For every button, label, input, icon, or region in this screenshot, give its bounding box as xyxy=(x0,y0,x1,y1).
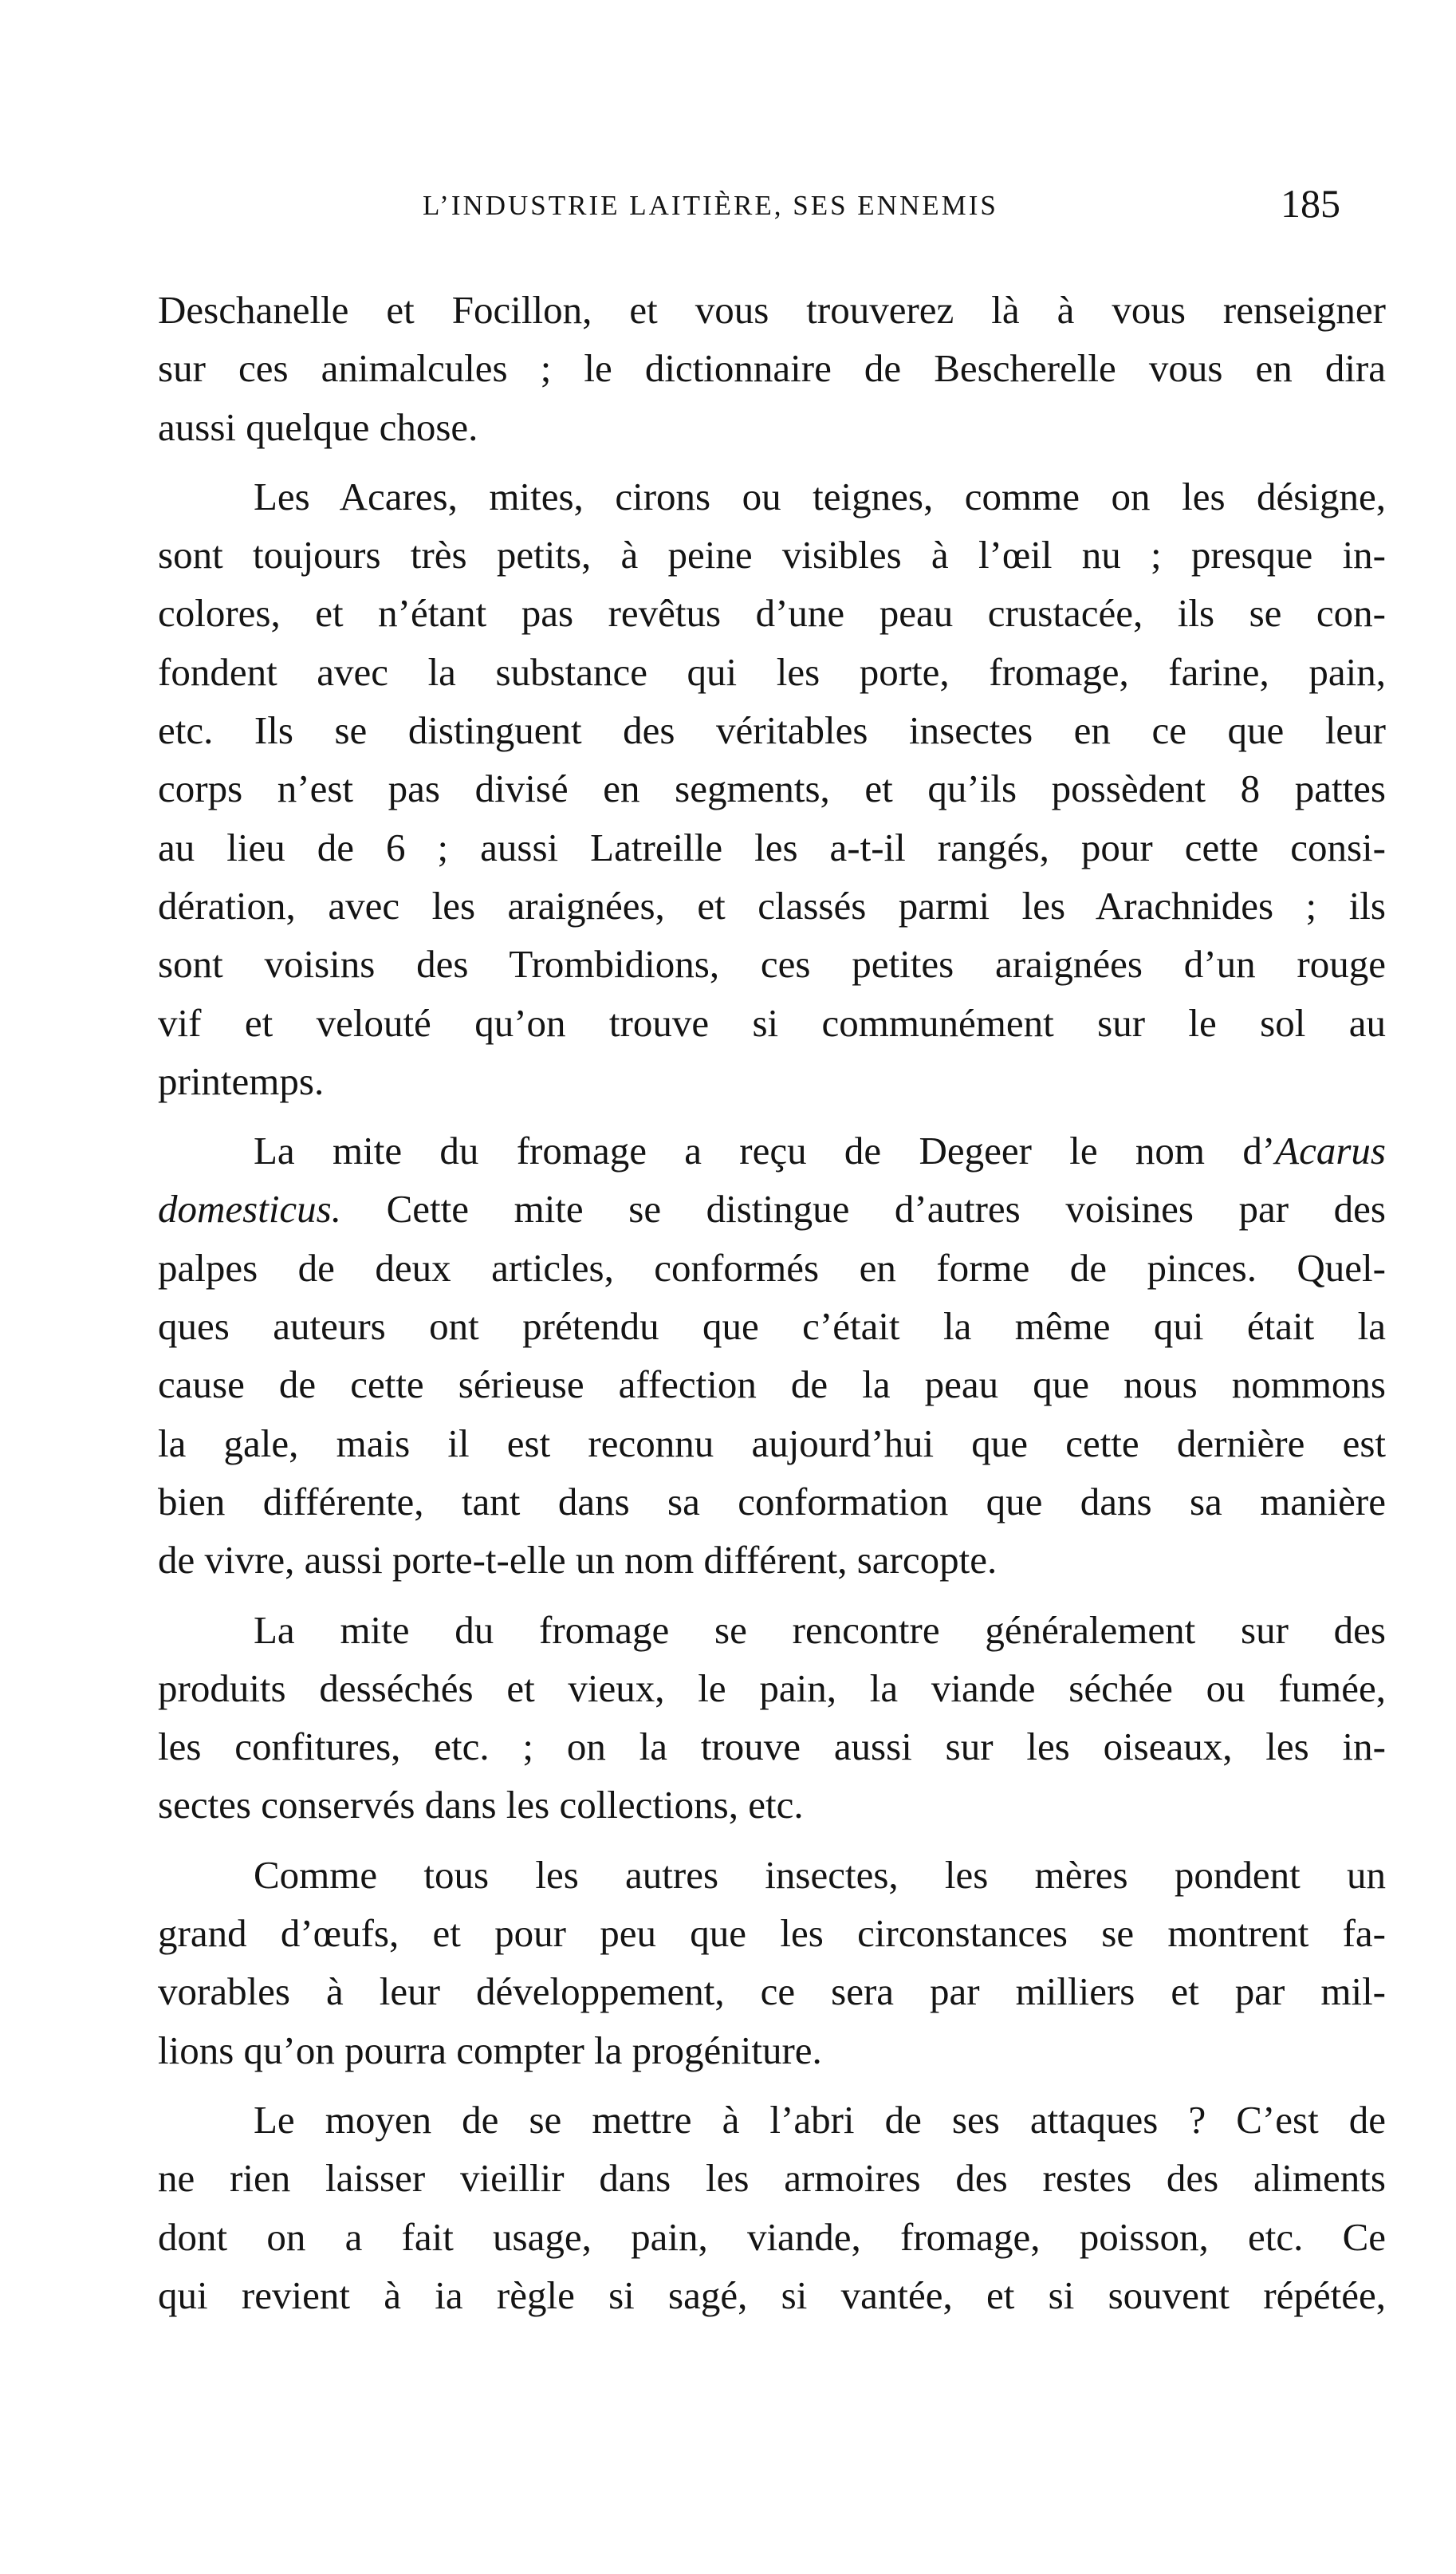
paragraph-1 xyxy=(158,281,1386,456)
text-line: Les Acares, mites, cirons ou teignes, comme on les désigne, xyxy=(254,474,1386,518)
text-line: qui revient à ia règle si sagé, si vantée, et si souvent répétée, xyxy=(158,2272,1386,2317)
text-line: sectes conservés dans les collections, etc. xyxy=(158,1783,804,1827)
text-line: grand d’œufs, et pour peu que les circonstances se montrent fa- xyxy=(158,1911,1386,1956)
text-line: vif et velouté qu’on trouve si communément sur le sol au xyxy=(158,1000,1386,1045)
text-line: colores, et n’étant pas revêtus d’une peau crustacée, ils se con- xyxy=(158,591,1386,636)
text-line: vorables à leur développement, ce sera par milliers et par mil- xyxy=(158,1969,1386,2014)
text-line: dération, avec les araignées, et classés parmi les Arachnides ; ils xyxy=(158,883,1386,928)
page-number: 185 xyxy=(1281,181,1340,226)
paragraph-2 xyxy=(158,467,1386,1110)
paragraph-6 xyxy=(158,2091,1386,2324)
text-line: corps n’est pas divisé en segments, et qu’ils possèdent 8 pattes xyxy=(158,767,1386,811)
text-line: les confitures, etc. ; on la trouve aussi sur les oiseaux, les in- xyxy=(158,1725,1386,1769)
text-line: sont toujours très petits, à peine visibles à l’œil nu ; presque in- xyxy=(158,533,1386,577)
paragraph-3 xyxy=(158,1121,1386,1589)
text-line: palpes de deux articles, conformés en forme de pinces. Quel- xyxy=(158,1245,1386,1290)
body-text xyxy=(158,281,1386,2336)
text-line: sur ces animalcules ; le dictionnaire de Bescherelle vous en dira xyxy=(158,346,1386,391)
text-line: de vivre, aussi porte-t-elle un nom différent, sarcopte. xyxy=(158,1538,998,1583)
text-line: fondent avec la substance qui les porte, fromage, farine, pain, xyxy=(158,649,1386,694)
text-line: Comme tous les autres insectes, les mères pondent un xyxy=(254,1852,1386,1897)
text-line: au lieu de 6 ; aussi Latreille les a-t-il rangés, pour cette consi- xyxy=(158,825,1386,869)
text-line: la gale, mais il est reconnu aujourd’hui que cette dernière est xyxy=(158,1421,1386,1465)
text-line: dont on a fait usage, pain, viande, fromage, poisson, etc. Ce xyxy=(158,2214,1386,2259)
text-line: ques auteurs ont prétendu que c’était la même qui était la xyxy=(158,1304,1386,1349)
text-line: bien différente, tant dans sa conformation que dans sa manière xyxy=(158,1479,1386,1524)
text-line: etc. Ils se distinguent des véritables insectes en ce que leur xyxy=(158,708,1386,753)
text-run: Cette mite se distingue d’autres voisines par des xyxy=(341,1187,1386,1232)
text-line: cause de cette sérieuse affection de la peau que nous nommons xyxy=(158,1362,1386,1407)
text-line: aussi quelque chose. xyxy=(158,404,478,449)
text-line: Deschanelle et Focillon, et vous trouverez là à vous renseigner xyxy=(158,288,1386,332)
text-line xyxy=(158,1121,1386,1180)
paragraph-4 xyxy=(158,1601,1386,1835)
species-name-italic: domesticus. xyxy=(158,1187,341,1232)
text-line: Le moyen de se mettre à l’abri de ses attaques ? C’est de xyxy=(254,2097,1386,2142)
running-title: L’INDUSTRIE LAITIÈRE, SES ENNEMIS xyxy=(423,190,998,221)
text-line xyxy=(158,1180,1386,1238)
text-line: sont voisins des Trombidions, ces petites araignées d’un rouge xyxy=(158,942,1386,987)
paragraph-5 xyxy=(158,1846,1386,2079)
species-name-italic: Acarus xyxy=(1275,1129,1386,1173)
text-line: lions qu’on pourra compter la progéniture. xyxy=(158,2028,822,2072)
text-line: La mite du fromage se rencontre généralement sur des xyxy=(254,1607,1386,1652)
text-run: La mite du fromage a reçu de Degeer le nom d’ xyxy=(254,1129,1276,1173)
text-line: produits desséchés et vieux, le pain, la viande séchée ou fumée, xyxy=(158,1665,1386,1710)
text-line: ne rien laisser vieillir dans les armoires des restes des aliments xyxy=(158,2156,1386,2201)
text-line: printemps. xyxy=(158,1058,325,1103)
